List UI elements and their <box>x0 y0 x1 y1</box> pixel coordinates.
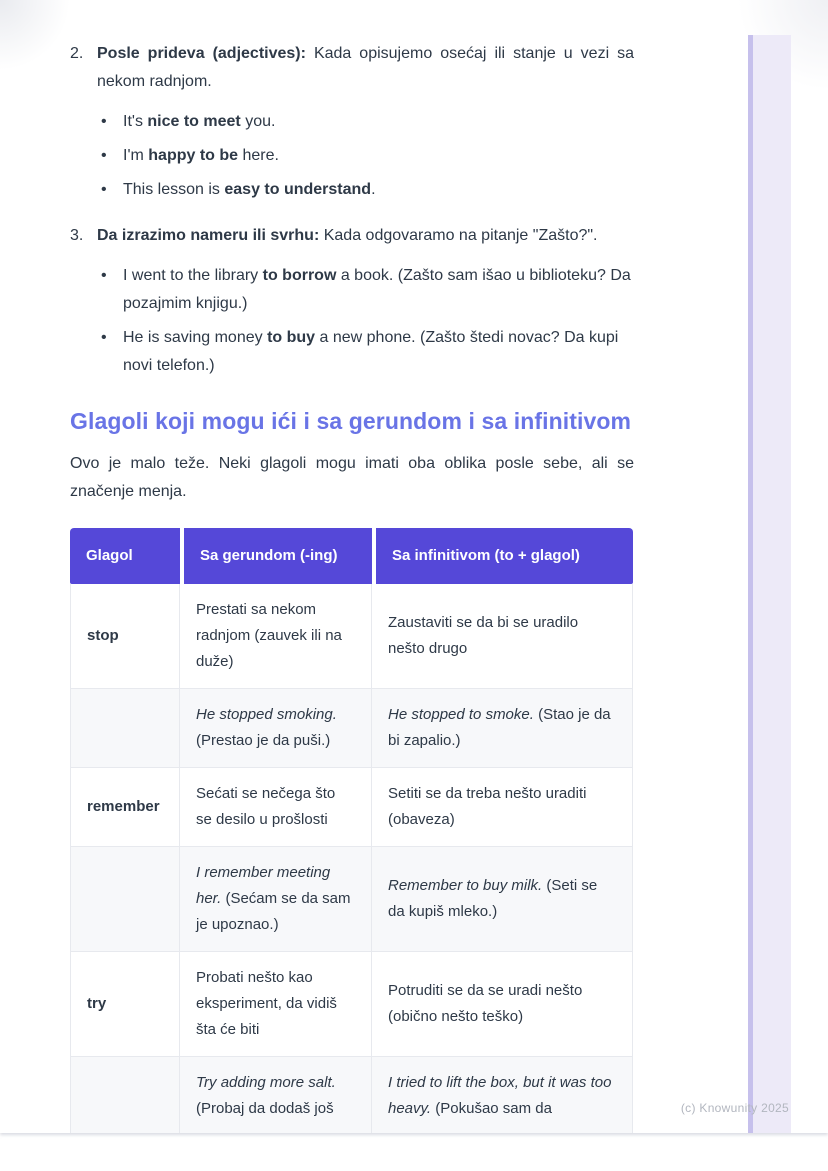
table-row-example <box>70 847 633 952</box>
table-row-definition <box>70 768 633 847</box>
bullet-icon: • <box>101 113 107 130</box>
table-head <box>70 528 633 584</box>
bold-text: easy to understand <box>224 181 372 198</box>
italic-text: I tried to lift the box, but it was too heavy. <box>388 1074 612 1117</box>
gerund-cell <box>180 1057 372 1133</box>
plain-text: I went to the library <box>123 267 263 284</box>
verb-cell <box>70 689 180 768</box>
item-lead: Da izrazimo nameru ili svrhu: <box>97 227 320 244</box>
bold-text: happy to be <box>148 147 239 164</box>
gerund-cell <box>180 584 372 689</box>
gerund-infinitive-table <box>70 528 633 1133</box>
plain-text: Zaustaviti se da bi se uradilo nešto drugo <box>388 614 579 657</box>
bullet-text <box>123 176 634 204</box>
plain-text: . <box>371 181 376 198</box>
gerund-cell <box>180 689 372 768</box>
bullet-text <box>123 108 634 136</box>
item-text: Posle prideva (adjectives): Kada opisujemo osećaj ili stanje u vezi sa nekom radnjom. <box>97 45 635 90</box>
bullet-list <box>97 262 634 380</box>
section-intro: Ovo je malo teže. Neki glagoli mogu imati oba oblika posle sebe, ali se značenje menja. <box>70 455 634 500</box>
bold-text: to borrow <box>262 267 337 284</box>
bullet-text <box>123 324 634 380</box>
table-row-example <box>70 1057 633 1133</box>
item-number: 2. <box>70 45 84 62</box>
italic-text: He stopped to smoke. <box>388 706 534 723</box>
infinitive-cell <box>372 952 633 1057</box>
plain-text: a new phone. (Zašto štedi novac? Da kupi novi telefon.) <box>123 329 619 374</box>
table-header-cell: Sa infinitivom (to + glagol) <box>372 528 633 584</box>
bullet-text <box>123 262 634 318</box>
plain-text: (Stao je da bi zapalio.) <box>388 706 611 749</box>
bullet-item <box>97 262 634 318</box>
item-number: 3. <box>70 227 84 244</box>
table-row-example <box>70 689 633 768</box>
bullet-item <box>97 142 634 170</box>
verb-cell <box>70 847 180 952</box>
plain-text: Setiti se da treba nešto uraditi (obaveza) <box>388 785 587 828</box>
bullet-icon: • <box>101 267 107 284</box>
verb-cell: remember <box>70 768 180 847</box>
numbered-item <box>70 40 634 210</box>
plain-text: Sećati se nečega što se desilo u prošlosti <box>196 785 336 828</box>
plain-text: He is saving money <box>123 329 268 346</box>
bold-text: nice to meet <box>147 113 241 130</box>
item-body <box>97 40 634 210</box>
plain-text: It's <box>123 113 148 130</box>
bullet-icon: • <box>101 181 107 198</box>
plain-text: Probati nešto kao eksperiment, da vidiš šta će biti <box>196 969 337 1038</box>
numbered-item <box>70 222 634 386</box>
bold-text: to buy <box>267 329 316 346</box>
gerund-cell <box>180 847 372 952</box>
right-margin-stripe <box>748 35 791 1133</box>
table-header-cell: Glagol <box>70 528 180 584</box>
infinitive-cell <box>372 689 633 768</box>
item-lead: Posle prideva (adjectives): <box>97 45 306 62</box>
table-row-definition <box>70 952 633 1057</box>
plain-text: a book. (Zašto sam išao u biblioteku? Da pozajmim knjigu.) <box>123 267 631 312</box>
item-text: Da izrazimo nameru ili svrhu: Kada odgovaramo na pitanje "Zašto?". <box>97 227 598 244</box>
plain-text: (Sećam se da sam je upoznao.) <box>196 890 351 933</box>
watermark: (c) Knowunity 2025 <box>680 1101 789 1115</box>
italic-text: He stopped smoking. <box>196 706 337 723</box>
table-header-row <box>70 528 633 584</box>
bullet-icon: • <box>101 147 107 164</box>
infinitive-cell <box>372 584 633 689</box>
table-header-cell: Sa gerundom (-ing) <box>180 528 372 584</box>
item-body <box>97 222 634 386</box>
plain-text: (Probaj da dodaš još <box>196 1100 334 1117</box>
infinitive-cell <box>372 847 633 952</box>
bullet-text <box>123 142 634 170</box>
plain-text: (Pokušao sam da <box>431 1100 552 1117</box>
gerund-cell <box>180 952 372 1057</box>
bullet-item <box>97 176 634 204</box>
gerund-cell <box>180 768 372 847</box>
plain-text: (Prestao je da puši.) <box>196 732 331 749</box>
verb-cell: stop <box>70 584 180 689</box>
plain-text: I'm <box>123 147 149 164</box>
bullet-list <box>97 108 634 204</box>
verb-cell <box>70 1057 180 1133</box>
italic-text: I remember meeting her. <box>196 864 331 907</box>
section-heading: Glagoli koji mogu ići i sa gerundom i sa infinitivom <box>70 408 632 434</box>
table-body <box>70 584 633 1133</box>
italic-text: Remember to buy milk. <box>388 877 543 894</box>
plain-text: you. <box>240 113 276 130</box>
bullet-item <box>97 108 634 136</box>
plain-text: Potruditi se da se uradi nešto (obično nešto teško) <box>388 982 583 1025</box>
plain-text: Prestati sa nekom radnjom (zauvek ili na duže) <box>196 601 342 670</box>
plain-text: (Seti se da kupiš mleko.) <box>388 877 598 920</box>
table-row-definition <box>70 584 633 689</box>
verb-cell: try <box>70 952 180 1057</box>
plain-text: here. <box>238 147 279 164</box>
italic-text: Try adding more salt. <box>196 1074 336 1091</box>
bullet-item <box>97 324 634 380</box>
infinitive-cell <box>372 1057 633 1133</box>
numbered-list <box>70 40 634 386</box>
bullet-icon: • <box>101 329 107 346</box>
plain-text: This lesson is <box>123 181 225 198</box>
infinitive-cell <box>372 768 633 847</box>
